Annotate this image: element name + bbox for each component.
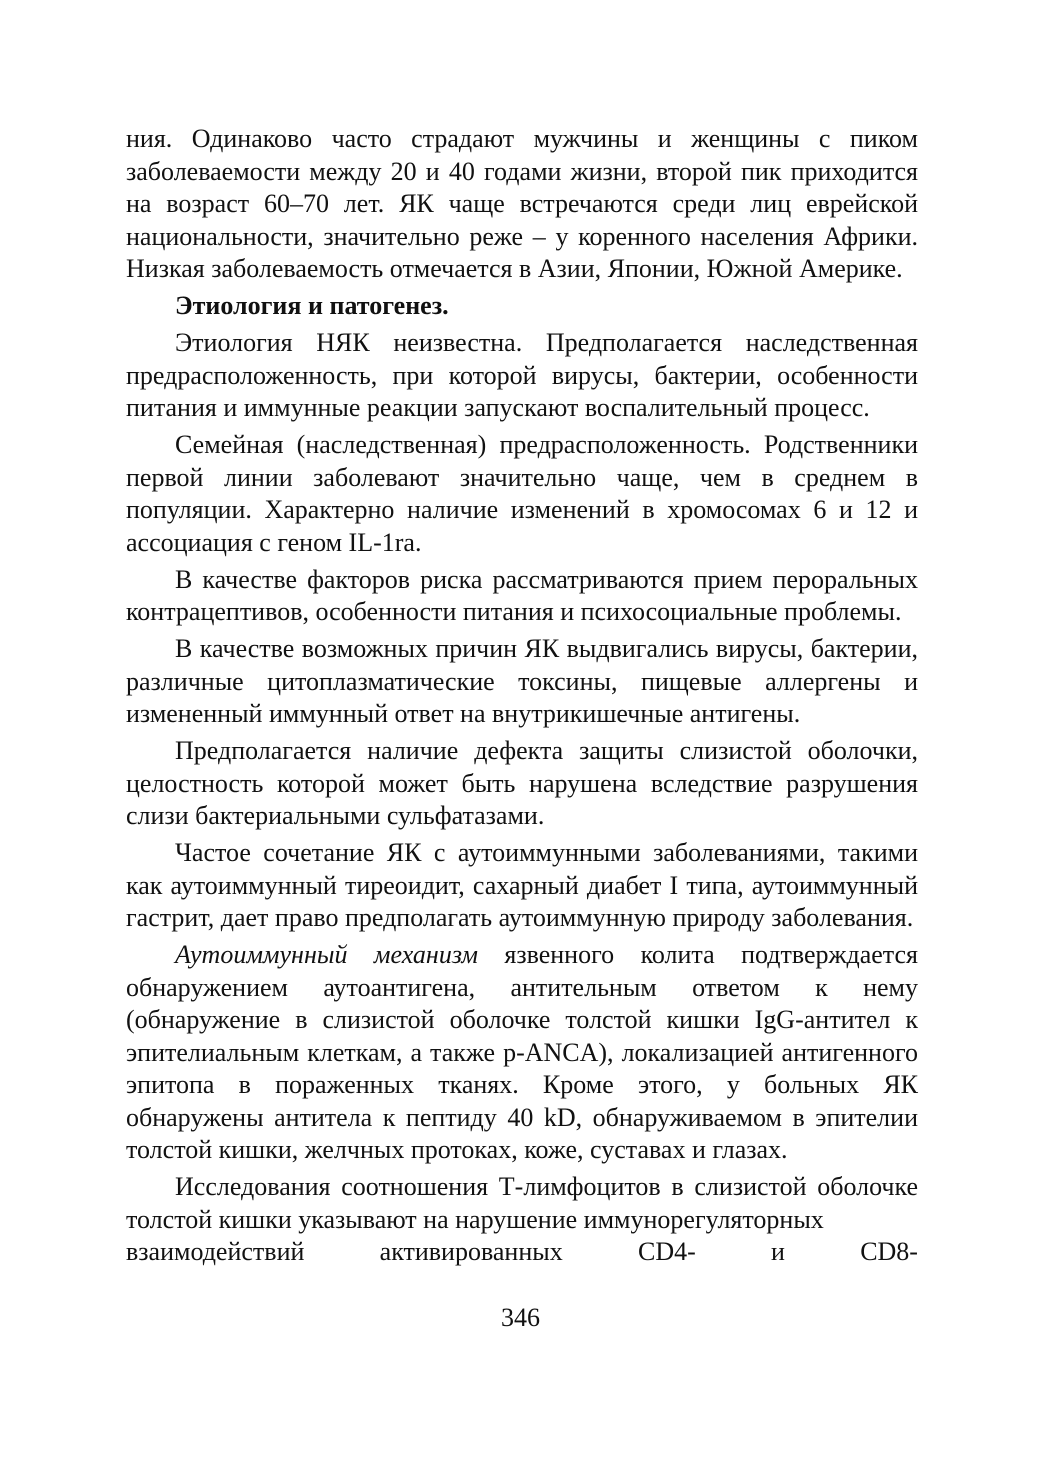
document-body [126, 123, 918, 1269]
word: взаимодействий [126, 1237, 305, 1266]
italic-term: Аутоиммунный механизм [175, 940, 478, 969]
paragraph: Предполагается наличие дефекта защиты слизистой оболочки, целостность которой может быть нарушена вследствие разрушения слизи бактериальными сульфатазами. [126, 736, 918, 830]
word: и [771, 1237, 785, 1266]
paragraph: Этиология НЯК неизвестна. Предполагается наследственная предрасположенность, при которой вирусы, бактерии, особенности питания и иммунные реакции запускают воспалительный процесс. [126, 328, 918, 422]
paragraph [126, 939, 918, 1167]
word: активированных [379, 1237, 563, 1266]
word: CD4- [637, 1237, 696, 1266]
paragraph: В качестве возможных причин ЯК выдвигались вирусы, бактерии, различные цитоплазматические токсины, пищевые аллергены и измененный иммунный ответ на внутрикишечные антигены. [126, 634, 918, 728]
word: CD8- [860, 1237, 918, 1266]
paragraph-text: Исследования соотношения Т-лимфоцитов в слизистой оболочке толстой кишки указывают на нарушение иммунорегуляторных [126, 1172, 918, 1234]
paragraph [126, 1171, 918, 1236]
document-page [126, 123, 918, 1269]
page-number: 346 [501, 1303, 540, 1332]
paragraph-text: язвенного колита подтверждается обнаружением аутоантигена, антительным ответом к нему (обнаружение в слизистой оболочке толстой кишки IgG-антител к эпителиальным клеткам, а также p-ANCA), локализацией антигенного эпитопа в пораженных тканях. Кроме этого, у больных ЯК обнаружены антитела к пептиду 40 kD, обнаруживаемом в эпителии толстой кишки, желчных протоках, коже, суставах и глазах. [126, 940, 918, 1164]
paragraph: Частое сочетание ЯК с аутоиммунными заболеваниями, такими как аутоиммунный тиреоидит, сахарный диабет I типа, аутоиммунный гастрит, дает право предполагать аутоиммунную природу заболевания. [126, 838, 918, 932]
final-justified-line [126, 1236, 918, 1269]
paragraph: В качестве факторов риска рассматриваются прием пероральных контрацептивов, особенности питания и психосоциальные проблемы. [126, 564, 918, 626]
section-heading: Этиология и патогенез. [175, 291, 449, 320]
paragraph: ния. Одинаково часто страдают мужчины и женщины с пиком заболеваемости между 20 и 40 годами жизни, второй пик приходится на возраст 60–70 лет. ЯК чаще встречаются среди лиц еврейской национальности, значительно реже – у коренного населения Африки. Низкая заболеваемость отмечается в Азии, Японии, Южной Америке. [126, 124, 918, 283]
paragraph: Семейная (наследственная) предрасположенность. Родственники первой линии заболевают значительно чаще, чем в среднем в популяции. Характерно наличие изменений в хромосомах 6 и 12 и ассоциация с геном IL-1ra. [126, 430, 918, 557]
